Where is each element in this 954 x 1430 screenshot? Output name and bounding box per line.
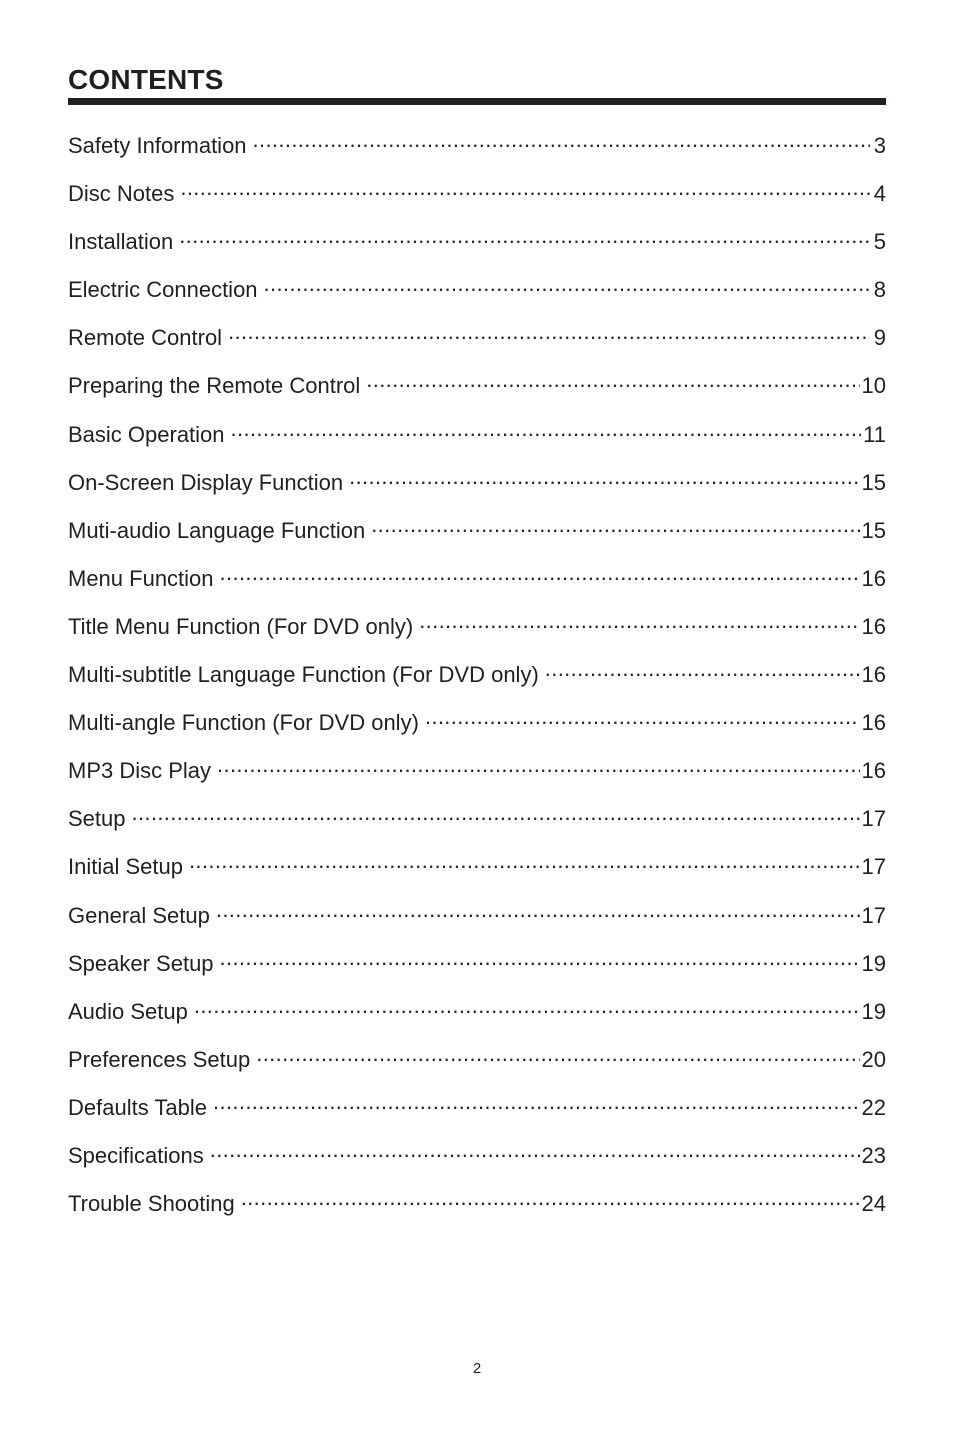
toc-entry [68,705,886,753]
toc-entry [68,609,886,657]
toc-entry [68,1042,886,1090]
dot-leader [210,1139,860,1163]
dot-leader [228,321,870,345]
toc-entry [68,320,886,368]
toc-entry-label: Speaker Setup [68,950,214,976]
dot-leader [216,899,860,923]
toc-entry-label: Initial Setup [68,854,183,880]
dot-leader [180,177,870,201]
toc-entry-label: Electric Connection [68,277,258,303]
toc-entry-page: 16 [861,613,886,639]
toc-entry-label: General Setup [68,902,210,928]
toc-entry [68,272,886,320]
toc-entry [68,1186,886,1234]
dot-leader [231,418,862,442]
dot-leader [366,369,859,393]
dot-leader [220,562,860,586]
toc-entry-label: Muti-audio Language Function [68,517,366,543]
toc-entry-label: Audio Setup [68,998,188,1024]
toc-entry [68,994,886,1042]
toc-entry [68,1090,886,1138]
toc-entry-page: 16 [861,758,886,784]
toc-entry [68,368,886,416]
toc-entry [68,561,886,609]
toc-entry-page: 16 [861,565,886,591]
toc-entry [68,946,886,994]
toc-entry-page: 8 [873,277,886,303]
toc-entry-page: 23 [861,1142,886,1168]
toc-entry-page: 24 [861,1191,886,1217]
title-rule [68,98,886,105]
toc-entry [68,465,886,513]
toc-entry [68,1138,886,1186]
toc-entry-label: Remote Control [68,325,223,351]
dot-leader [132,802,860,826]
dot-leader [179,225,870,249]
toc-entry-label: Disc Notes [68,181,175,207]
toc-entry-page: 15 [861,469,886,495]
toc-entry-page: 17 [861,806,886,832]
table-of-contents [68,128,886,1234]
dot-leader [349,466,859,490]
toc-entry-page: 4 [873,181,886,207]
toc-entry-label: Defaults Table [68,1094,208,1120]
toc-entry-label: Specifications [68,1142,204,1168]
toc-entry-page: 3 [873,133,886,158]
toc-entry [68,128,886,176]
dot-leader [241,1187,860,1211]
dot-leader [545,658,860,682]
toc-entry-label: Title Menu Function (For DVD only) [68,613,414,639]
toc-entry [68,417,886,465]
toc-entry-label: Multi-angle Function (For DVD only) [68,710,419,736]
dot-leader [217,754,859,778]
toc-entry [68,224,886,272]
toc-entry-label: Preferences Setup [68,1046,251,1072]
toc-entry-label: Safety Information [68,133,247,158]
page-number: 2 [472,1360,482,1377]
toc-entry-label: Menu Function [68,565,214,591]
toc-entry-label: On-Screen Display Function [68,469,344,495]
dot-leader [264,273,870,297]
toc-entry [68,176,886,224]
toc-entry-label: MP3 Disc Play [68,758,212,784]
toc-entry-page: 16 [861,662,886,688]
toc-entry-page: 9 [873,325,886,351]
dot-leader [194,995,860,1019]
toc-entry-page: 22 [861,1094,886,1120]
toc-entry [68,849,886,897]
dot-leader [256,1043,859,1067]
toc-entry [68,753,886,801]
toc-entry [68,801,886,849]
toc-entry-page: 5 [873,229,886,255]
dot-leader [371,514,859,538]
toc-entry-page: 11 [863,421,886,447]
toc-entry-page: 17 [861,854,886,880]
toc-entry-page: 17 [861,902,886,928]
toc-entry-page: 20 [861,1046,886,1072]
toc-entry-page: 16 [861,710,886,736]
toc-entry-page: 19 [861,950,886,976]
toc-entry-page: 19 [861,998,886,1024]
toc-entry-label: Preparing the Remote Control [68,373,361,399]
toc-entry-label: Setup [68,806,126,832]
dot-leader [253,129,870,153]
toc-entry-label: Trouble Shooting [68,1191,235,1217]
toc-entry [68,898,886,946]
dot-leader [425,706,860,730]
toc-entry-page: 10 [861,373,886,399]
toc-entry-label: Basic Operation [68,421,225,447]
page-title: CONTENTS [68,64,224,95]
dot-leader [189,850,860,874]
dot-leader [213,1091,860,1115]
toc-entry-label: Installation [68,229,174,255]
dot-leader [220,947,860,971]
toc-entry [68,657,886,705]
toc-entry [68,513,886,561]
dot-leader [419,610,859,634]
toc-entry-page: 15 [861,517,886,543]
toc-entry-label: Multi-subtitle Language Function (For DVD only) [68,662,539,688]
